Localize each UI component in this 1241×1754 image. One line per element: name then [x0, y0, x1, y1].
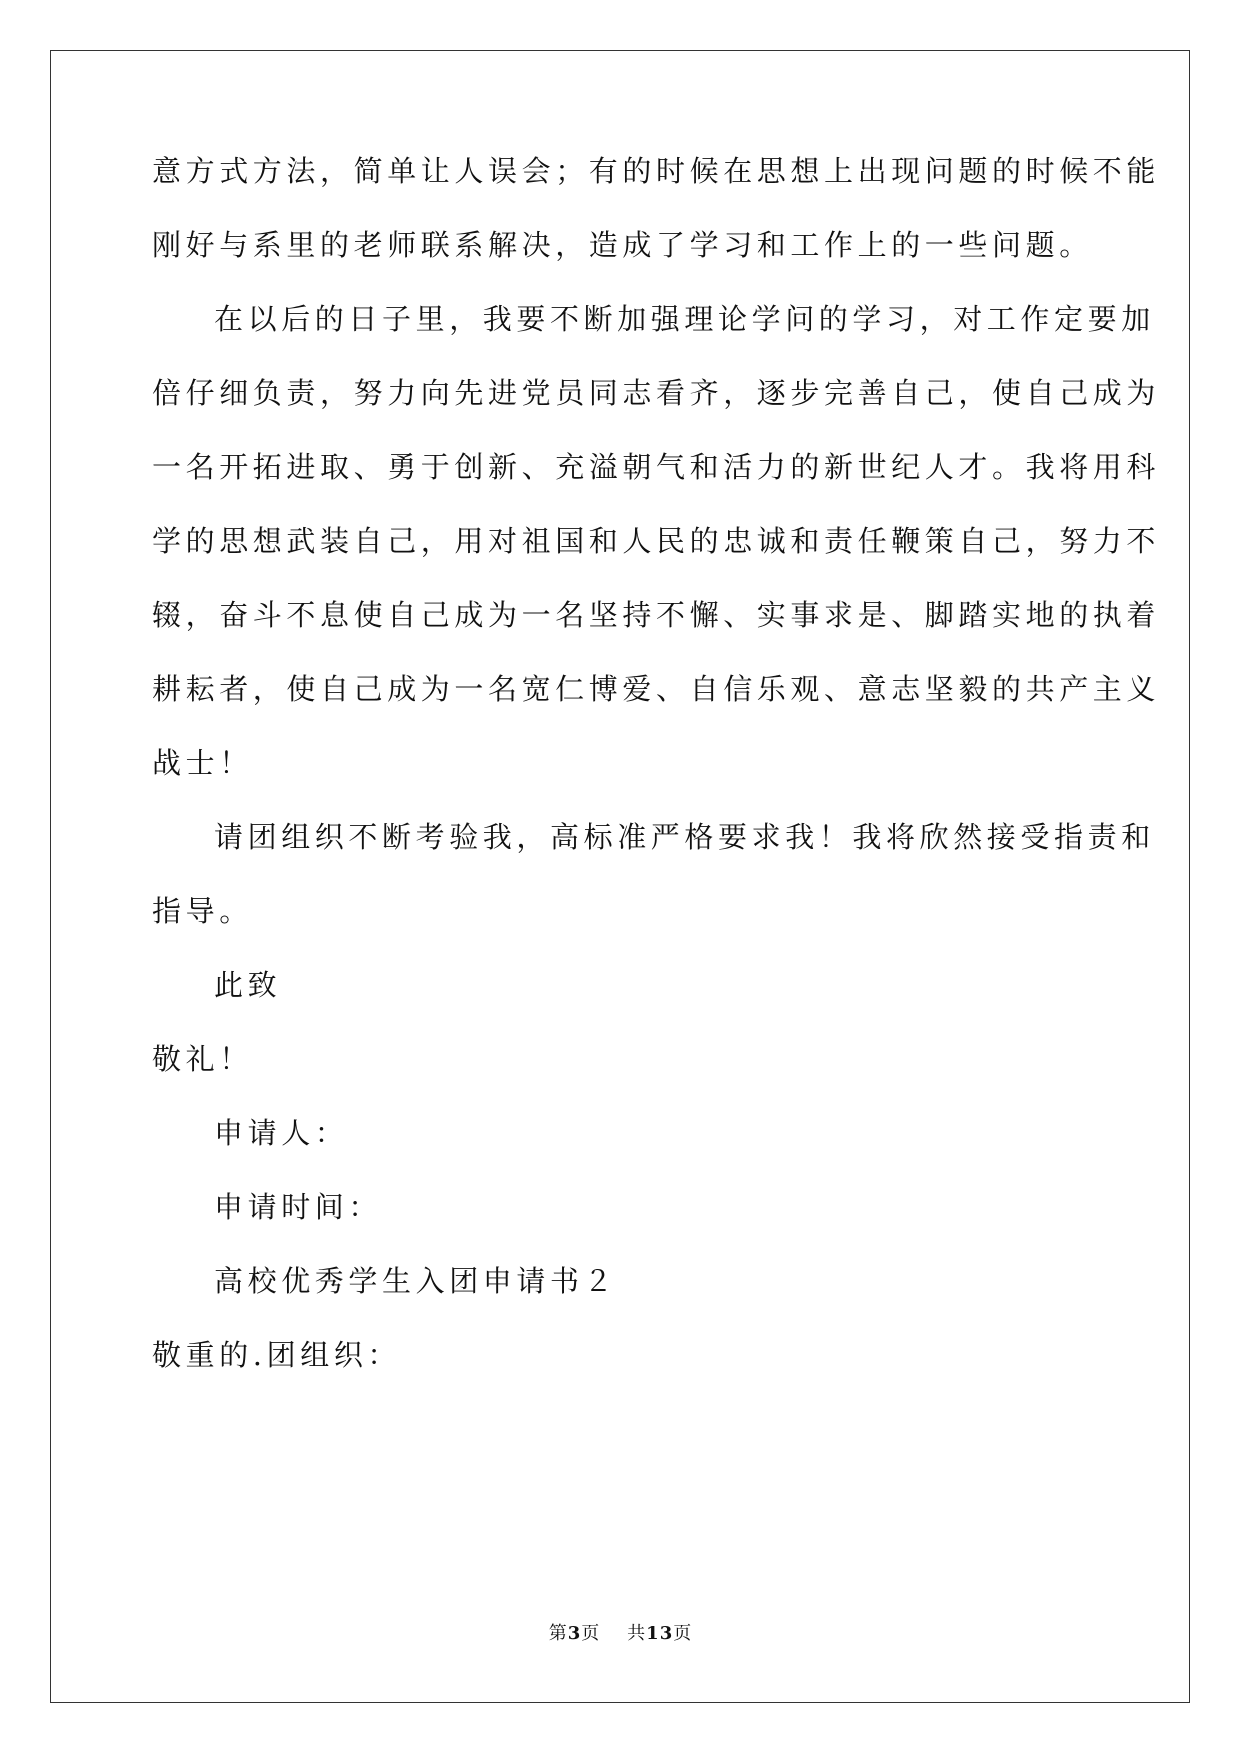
text-line: 辍，奋斗不息使自己成为一名坚持不懈、实事求是、脚踏实地的执着 — [152, 598, 1161, 632]
total-pages: 13 — [646, 1623, 674, 1644]
text-line: 申请时间： — [214, 1190, 383, 1224]
text-line: 申请人： — [214, 1116, 349, 1150]
total-prefix: 共 — [627, 1623, 647, 1644]
text-line: 此致 — [214, 968, 282, 1002]
text-line: 耕耘者，使自己成为一名宽仁博爱、自信乐观、意志坚毅的共产主义 — [152, 672, 1161, 706]
page-suffix: 页 — [581, 1623, 601, 1644]
text-line: 刚好与系里的老师联系解决，造成了学习和工作上的一些问题。 — [152, 228, 1093, 262]
total-suffix: 页 — [673, 1623, 693, 1644]
text-line: 意方式方法，简单让人误会；有的时候在思想上出现问题的时候不能 — [152, 154, 1161, 188]
text-line: 在以后的日子里，我要不断加强理论学问的学习，对工作定要加 — [214, 302, 1155, 336]
text-line: 敬礼！ — [152, 1042, 253, 1076]
page-footer — [0, 1622, 1241, 1646]
text-line: 学的思想武装自己，用对祖国和人民的忠诚和责任鞭策自己，努力不 — [152, 524, 1161, 558]
text-line: 倍仔细负责，努力向先进党员同志看齐，逐步完善自己，使自己成为 — [152, 376, 1161, 410]
section-title: 高校优秀学生入团申请书２ — [214, 1264, 618, 1298]
page-prefix: 第 — [548, 1623, 568, 1644]
page-number: 3 — [567, 1623, 582, 1644]
salutation: 敬重的.团组织： — [152, 1338, 402, 1372]
text-line: 一名开拓进取、勇于创新、充溢朝气和活力的新世纪人才。我将用科 — [152, 450, 1161, 484]
text-line: 战士！ — [152, 746, 253, 780]
text-line: 请团组织不断考验我，高标准严格要求我！我将欣然接受指责和 — [214, 820, 1155, 854]
page-border — [50, 50, 1190, 1703]
text-line: 指导。 — [152, 894, 253, 928]
